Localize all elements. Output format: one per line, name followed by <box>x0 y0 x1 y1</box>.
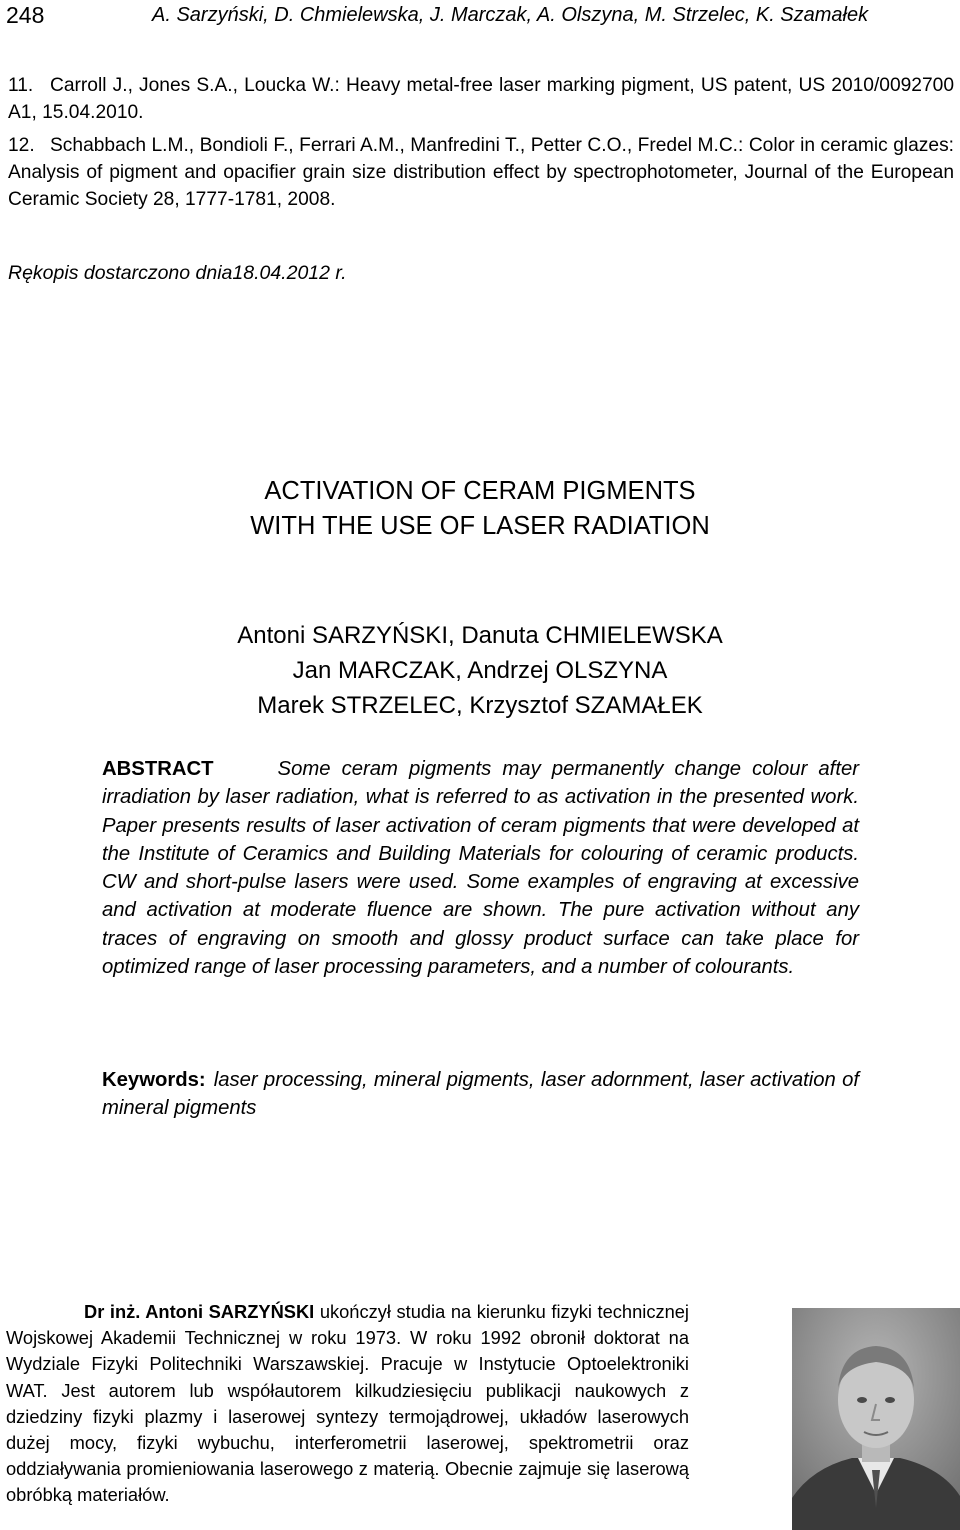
author-line: Antoni SARZYŃSKI, Danuta CHMIELEWSKA <box>237 622 723 649</box>
paper-title-line: ACTIVATION OF CERAM PIGMENTS <box>264 477 696 505</box>
paper-title-line: WITH THE USE OF LASER RADIATION <box>250 512 710 540</box>
reference-number: 11. <box>8 75 34 96</box>
page-header <box>6 2 956 34</box>
reference-text: Schabbach L.M., Bondioli F., Ferrari A.M., Manfredini T., Petter C.O., Fredel M.C.: Color in ceramic glazes: Analysis of pigment and opacifier grain size distribution effect by spectrophotometer, Journal of the European Ceramic Society 28, 1777-1781, 2008. <box>8 135 954 210</box>
portrait-photo <box>792 1308 960 1530</box>
abstract-label: ABSTRACT <box>102 758 214 780</box>
paper-title <box>0 474 960 544</box>
keywords-text: laser processing, mineral pigments, laser adornment, laser activation of mineral pigments <box>102 1069 859 1120</box>
reference-list <box>8 72 954 213</box>
author-bio <box>6 1299 689 1509</box>
running-head: A. Sarzyński, D. Chmielewska, J. Marczak, A. Olszyna, M. Strzelec, K. Szamałek <box>152 4 869 26</box>
author-line: Marek STRZELEC, Krzysztof SZAMAŁEK <box>257 692 703 719</box>
manuscript-received-note: Rękopis dostarczono dnia18.04.2012 r. <box>8 262 347 284</box>
reference-number: 12. <box>8 135 35 156</box>
keywords <box>102 1066 859 1123</box>
abstract-text: Some ceram pigments may permanently change colour after irradiation by laser radiation, what is referred to as activation in the presented work. Paper presents results of laser activation of ceram pigments that were developed at the Institute of Ceramics and Building Materials for colouring of ceramic products. CW and short-pulse lasers were used. Some examples of engraving at excessive and activation at moderate fluence are shown. The pure activation without any traces of engraving on smooth and glossy product surface can take place for optimized range of laser processing parameters, and a number of colourants. <box>102 758 859 979</box>
reference-text: Carroll J., Jones S.A., Loucka W.: Heavy metal-free laser marking pigment, US patent, US 2010/0092700 A1, 15.04.2010. <box>8 75 954 123</box>
author-list <box>0 618 960 723</box>
reference-item <box>8 132 954 213</box>
author-line: Jan MARCZAK, Andrzej OLSZYNA <box>292 657 668 684</box>
portrait-icon <box>792 1308 960 1530</box>
reference-item <box>8 72 954 126</box>
keywords-label: Keywords: <box>102 1069 206 1091</box>
page-number: 248 <box>6 2 45 28</box>
bio-text: ukończył studia na kierunku fizyki technicznej Wojskowej Akademii Technicznej w roku 1973. W roku 1992 obronił doktorat na Wydziale Fizyki Politechniki Warszawskiej. Pracuje w Instytucie Optoelektroniki WAT. Jest autorem lub współautorem kilkudziesięciu publikacji naukowych z dziedziny fizyki plazmy i laserowej syntezy termojądrowej, układów laserowych dużej mocy, fizyki wybuchu, interferometrii laserowej, spektrometrii oraz oddziaływania promieniowania laserowego z materią. Obecnie zajmuje się laserową obróbką materiałów. <box>6 1301 689 1506</box>
bio-author-name: Dr inż. Antoni SARZYŃSKI <box>84 1301 315 1322</box>
abstract <box>102 755 859 981</box>
